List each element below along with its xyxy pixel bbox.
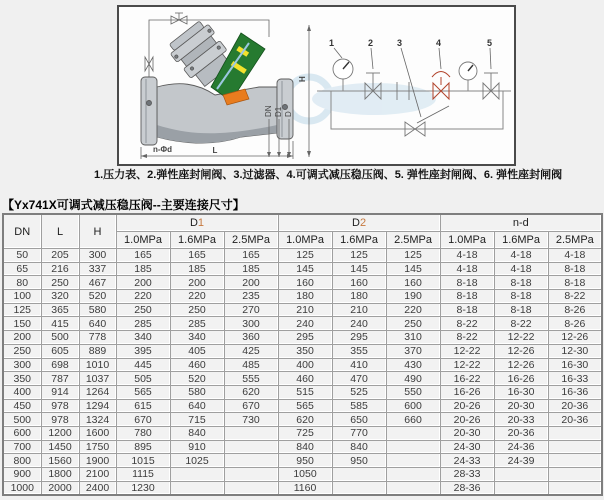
table-cell: 240 <box>332 317 386 331</box>
pressure-header: 1.6MPa <box>332 232 386 249</box>
table-cell: 725 <box>278 426 332 440</box>
table-cell: 600 <box>386 399 440 413</box>
group-header-d2 <box>278 214 440 232</box>
d1-main: D <box>189 217 198 229</box>
table-cell: 12-22 <box>440 358 494 372</box>
table-cell: 640 <box>79 317 116 331</box>
table-cell: 8-18 <box>494 303 548 317</box>
table-cell: 125 <box>3 303 41 317</box>
table-cell: 895 <box>116 440 170 454</box>
table-cell: 1015 <box>116 454 170 468</box>
table-cell: 20-36 <box>494 426 548 440</box>
table-cell: 914 <box>41 385 79 399</box>
table-cell: 8-22 <box>548 290 602 304</box>
table-cell: 505 <box>116 372 170 386</box>
table-cell: 165 <box>170 249 224 263</box>
table-cell <box>224 468 278 482</box>
table-cell: 8-18 <box>440 276 494 290</box>
table-cell: 730 <box>224 413 278 427</box>
table-row <box>3 372 602 386</box>
table-cell: 8-18 <box>494 290 548 304</box>
table-row <box>3 399 602 413</box>
table-cell: 8-22 <box>440 331 494 345</box>
table-row <box>3 303 602 317</box>
table-cell: 12-26 <box>548 331 602 345</box>
table-cell <box>170 481 224 495</box>
table-cell: 200 <box>116 276 170 290</box>
table-cell: 16-30 <box>494 385 548 399</box>
table-cell: 180 <box>332 290 386 304</box>
pressure-gauge-icon-2 <box>459 62 477 91</box>
table-cell: 1037 <box>79 372 116 386</box>
dimensions-table <box>2 213 603 496</box>
valve-and-schematic-drawing <box>119 7 514 164</box>
table-cell: 950 <box>332 454 386 468</box>
schematic-number-1: 1 <box>329 38 335 48</box>
table-cell: 620 <box>278 413 332 427</box>
table-cell: 8-26 <box>548 317 602 331</box>
table-cell <box>332 481 386 495</box>
table-row <box>3 481 602 495</box>
table-cell: 12-26 <box>494 358 548 372</box>
table-cell: 600 <box>3 426 41 440</box>
table-cell: 978 <box>41 399 79 413</box>
table-cell: 370 <box>386 344 440 358</box>
table-cell: 550 <box>386 385 440 399</box>
table-cell: 467 <box>79 276 116 290</box>
table-cell: 2400 <box>79 481 116 495</box>
table-cell: 425 <box>224 344 278 358</box>
table-cell: 337 <box>79 262 116 276</box>
table-cell: 520 <box>79 290 116 304</box>
table-cell <box>548 468 602 482</box>
table-cell: 770 <box>332 426 386 440</box>
label-D1: D1 <box>274 106 283 117</box>
table-row <box>3 317 602 331</box>
table-cell <box>494 468 548 482</box>
table-cell: 4-18 <box>494 262 548 276</box>
table-cell: 216 <box>41 262 79 276</box>
group-header-nd <box>440 214 602 232</box>
table-cell: 430 <box>386 358 440 372</box>
table-cell: 698 <box>41 358 79 372</box>
table-cell: 620 <box>224 385 278 399</box>
table-cell: 565 <box>278 399 332 413</box>
table-cell: 525 <box>332 385 386 399</box>
table-cell: 2100 <box>79 468 116 482</box>
table-cell: 28-36 <box>440 481 494 495</box>
table-cell: 4-18 <box>440 262 494 276</box>
table-cell: 8-18 <box>548 276 602 290</box>
table-cell: 250 <box>386 317 440 331</box>
table-cell: 80 <box>3 276 41 290</box>
table-row <box>3 249 602 263</box>
table-cell: 285 <box>170 317 224 331</box>
table-cell: 355 <box>332 344 386 358</box>
table-cell: 250 <box>41 276 79 290</box>
table-cell <box>224 440 278 454</box>
table-cell: 450 <box>3 399 41 413</box>
table-cell: 605 <box>41 344 79 358</box>
table-cell: 500 <box>41 331 79 345</box>
table-cell: 1025 <box>170 454 224 468</box>
dimension-H <box>298 25 311 157</box>
table-cell: 28-33 <box>440 468 494 482</box>
schematic-number-5: 5 <box>487 38 493 48</box>
table-cell: 580 <box>79 303 116 317</box>
table-cell: 100 <box>3 290 41 304</box>
table-cell: 200 <box>224 276 278 290</box>
table-row <box>3 331 602 345</box>
table-cell <box>548 426 602 440</box>
table-cell: 210 <box>332 303 386 317</box>
table-cell: 780 <box>116 426 170 440</box>
table-cell: 580 <box>170 385 224 399</box>
table-cell <box>386 468 440 482</box>
table-cell: 185 <box>224 262 278 276</box>
table-cell: 640 <box>170 399 224 413</box>
table-cell: 1200 <box>41 426 79 440</box>
table-cell: 185 <box>116 262 170 276</box>
table-cell: 300 <box>3 358 41 372</box>
table-cell: 490 <box>386 372 440 386</box>
pressure-header: 2.5MPa <box>386 232 440 249</box>
table-cell: 1560 <box>41 454 79 468</box>
table-row <box>3 440 602 454</box>
table-cell: 8-18 <box>494 276 548 290</box>
table-cell: 20-36 <box>548 413 602 427</box>
pressure-header: 2.5MPa <box>224 232 278 249</box>
table-cell: 180 <box>278 290 332 304</box>
table-cell: 12-22 <box>494 331 548 345</box>
table-cell: 145 <box>386 262 440 276</box>
table-row <box>3 344 602 358</box>
table-cell: 360 <box>224 331 278 345</box>
nd-main: n-d <box>512 217 529 229</box>
table-cell: 160 <box>386 276 440 290</box>
table-cell: 270 <box>224 303 278 317</box>
table-cell: 4-18 <box>494 249 548 263</box>
table-cell: 405 <box>170 344 224 358</box>
pressure-header: 1.6MPa <box>170 232 224 249</box>
table-cell: 950 <box>278 454 332 468</box>
table-cell: 8-18 <box>548 262 602 276</box>
table-cell: 125 <box>386 249 440 263</box>
table-cell: 840 <box>278 440 332 454</box>
table-cell: 670 <box>116 413 170 427</box>
table-cell <box>494 481 548 495</box>
table-cell: 8-22 <box>494 317 548 331</box>
table-cell: 365 <box>41 303 79 317</box>
d2-sub: 2 <box>359 217 367 229</box>
table-cell: 585 <box>332 399 386 413</box>
dimensions-table-body <box>3 249 602 496</box>
group-header-d1 <box>116 214 278 232</box>
table-cell: 125 <box>278 249 332 263</box>
table-cell: 460 <box>170 358 224 372</box>
table-cell: 20-26 <box>440 399 494 413</box>
table-cell <box>224 426 278 440</box>
table-cell: 400 <box>278 358 332 372</box>
table-cell: 910 <box>170 440 224 454</box>
table-cell: 16-22 <box>440 372 494 386</box>
table-cell: 200 <box>3 331 41 345</box>
table-cell: 778 <box>79 331 116 345</box>
table-cell: 2000 <box>41 481 79 495</box>
table-cell: 445 <box>116 358 170 372</box>
table-cell: 295 <box>332 331 386 345</box>
component-legend-caption: 1.压力表、2.弹性座封闸阀、3.过滤器、4.可调式减压稳压阀、5. 弹性座封闸阀、6. 弹性座封闸阀 <box>94 169 563 181</box>
table-cell: 210 <box>278 303 332 317</box>
table-cell: 16-26 <box>440 385 494 399</box>
table-cell: 20-36 <box>548 399 602 413</box>
table-cell: 650 <box>332 413 386 427</box>
label-DN: DN <box>264 105 273 117</box>
table-cell: 840 <box>170 426 224 440</box>
schematic-number-4: 4 <box>436 38 442 48</box>
table-cell: 800 <box>3 454 41 468</box>
table-cell <box>548 454 602 468</box>
table-cell: 1900 <box>79 454 116 468</box>
table-cell: 16-30 <box>548 358 602 372</box>
table-cell: 900 <box>3 468 41 482</box>
table-cell: 24-36 <box>494 440 548 454</box>
page-title: 【Yx741X可调式减压稳压阀--主要连接尺寸】 <box>2 198 245 212</box>
table-cell: 350 <box>278 344 332 358</box>
table-cell: 460 <box>278 372 332 386</box>
table-cell <box>386 481 440 495</box>
table-cell <box>170 468 224 482</box>
table-cell: 145 <box>278 262 332 276</box>
table-cell: 16-26 <box>494 372 548 386</box>
table-cell: 150 <box>3 317 41 331</box>
table-cell: 16-36 <box>548 385 602 399</box>
table-cell: 485 <box>224 358 278 372</box>
table-cell: 8-26 <box>548 303 602 317</box>
table-cell: 515 <box>278 385 332 399</box>
needle-valve-icon <box>171 13 187 24</box>
table-cell: 50 <box>3 249 41 263</box>
table-cell: 1294 <box>79 399 116 413</box>
table-cell <box>386 426 440 440</box>
table-cell <box>548 440 602 454</box>
table-cell: 520 <box>170 372 224 386</box>
table-row <box>3 276 602 290</box>
group-header-row <box>3 214 602 232</box>
pressure-header: 1.6MPa <box>494 232 548 249</box>
table-cell: 160 <box>332 276 386 290</box>
table-cell: 400 <box>3 385 41 399</box>
table-cell: 250 <box>170 303 224 317</box>
table-cell: 285 <box>116 317 170 331</box>
table-cell: 320 <box>41 290 79 304</box>
table-cell: 395 <box>116 344 170 358</box>
table-cell: 415 <box>41 317 79 331</box>
table-cell: 12-30 <box>548 344 602 358</box>
table-cell: 840 <box>332 440 386 454</box>
table-cell: 670 <box>224 399 278 413</box>
table-cell: 1750 <box>79 440 116 454</box>
table-cell: 190 <box>386 290 440 304</box>
table-cell: 700 <box>3 440 41 454</box>
table-cell: 1600 <box>79 426 116 440</box>
table-row <box>3 358 602 372</box>
table-cell: 300 <box>79 249 116 263</box>
table-cell: 1450 <box>41 440 79 454</box>
table-cell: 16-33 <box>548 372 602 386</box>
table-cell: 250 <box>3 344 41 358</box>
table-row <box>3 385 602 399</box>
table-cell: 12-22 <box>440 344 494 358</box>
table-cell: 185 <box>170 262 224 276</box>
table-cell: 24-39 <box>494 454 548 468</box>
table-cell: 165 <box>116 249 170 263</box>
d2-main: D <box>352 217 360 229</box>
table-cell <box>224 454 278 468</box>
table-cell: 565 <box>116 385 170 399</box>
table-cell: 1010 <box>79 358 116 372</box>
table-cell: 20-30 <box>440 426 494 440</box>
table-cell <box>332 468 386 482</box>
table-cell: 1115 <box>116 468 170 482</box>
valve-cross-section <box>141 13 311 159</box>
reducing-valve-icon <box>432 38 450 99</box>
table-cell: 24-33 <box>440 454 494 468</box>
table-cell: 235 <box>224 290 278 304</box>
pressure-header: 1.0MPa <box>116 232 170 249</box>
table-cell: 1324 <box>79 413 116 427</box>
table-cell <box>386 440 440 454</box>
col-header-dn: DN <box>3 214 41 249</box>
technical-drawing-box <box>117 5 516 166</box>
table-cell: 300 <box>224 317 278 331</box>
label-H: H <box>298 76 307 82</box>
table-cell: 205 <box>41 249 79 263</box>
pressure-header: 2.5MPa <box>548 232 602 249</box>
table-cell: 145 <box>332 262 386 276</box>
table-cell: 20-30 <box>494 399 548 413</box>
table-cell: 978 <box>41 413 79 427</box>
table-cell: 220 <box>386 303 440 317</box>
table-cell: 787 <box>41 372 79 386</box>
table-cell: 1264 <box>79 385 116 399</box>
table-cell: 20-26 <box>440 413 494 427</box>
table-cell: 1800 <box>41 468 79 482</box>
table-cell: 65 <box>3 262 41 276</box>
table-cell: 889 <box>79 344 116 358</box>
table-cell: 615 <box>116 399 170 413</box>
pressure-header: 1.0MPa <box>440 232 494 249</box>
table-cell: 24-30 <box>440 440 494 454</box>
table-cell: 470 <box>332 372 386 386</box>
table-cell: 240 <box>278 317 332 331</box>
table-cell: 1230 <box>116 481 170 495</box>
table-cell: 220 <box>116 290 170 304</box>
label-n-d: n-Φd <box>153 145 173 154</box>
label-L: L <box>212 146 218 155</box>
table-cell: 4-18 <box>440 249 494 263</box>
table-cell: 250 <box>116 303 170 317</box>
table-cell <box>386 454 440 468</box>
table-cell: 220 <box>170 290 224 304</box>
table-cell: 1050 <box>278 468 332 482</box>
table-cell: 410 <box>332 358 386 372</box>
table-row <box>3 454 602 468</box>
table-cell: 165 <box>224 249 278 263</box>
label-D: D <box>284 111 293 117</box>
table-cell: 1160 <box>278 481 332 495</box>
table-cell: 340 <box>116 331 170 345</box>
table-cell: 310 <box>386 331 440 345</box>
table-cell <box>224 481 278 495</box>
table-cell: 295 <box>278 331 332 345</box>
table-row <box>3 468 602 482</box>
table-cell: 1000 <box>3 481 41 495</box>
table-cell: 160 <box>278 276 332 290</box>
gate-valve-icon-2 <box>483 38 499 99</box>
table-cell: 20-33 <box>494 413 548 427</box>
table-cell: 660 <box>386 413 440 427</box>
table-cell: 500 <box>3 413 41 427</box>
pressure-header: 1.0MPa <box>278 232 332 249</box>
table-cell: 715 <box>170 413 224 427</box>
pressure-gauge-icon <box>329 38 353 91</box>
d1-sub: 1 <box>197 217 205 229</box>
table-cell: 8-22 <box>440 317 494 331</box>
schematic-number-3: 3 <box>397 38 403 48</box>
table-cell: 350 <box>3 372 41 386</box>
col-header-h: H <box>79 214 116 249</box>
table-cell: 12-26 <box>494 344 548 358</box>
table-cell: 125 <box>332 249 386 263</box>
table-cell: 555 <box>224 372 278 386</box>
table-cell: 4-18 <box>548 249 602 263</box>
table-cell: 340 <box>170 331 224 345</box>
table-cell: 8-18 <box>440 290 494 304</box>
table-row <box>3 290 602 304</box>
schematic-number-2: 2 <box>368 38 374 48</box>
table-row <box>3 426 602 440</box>
table-cell: 8-18 <box>440 303 494 317</box>
table-cell <box>548 481 602 495</box>
table-cell: 200 <box>170 276 224 290</box>
table-row <box>3 413 602 427</box>
col-header-l: L <box>41 214 79 249</box>
table-row <box>3 262 602 276</box>
